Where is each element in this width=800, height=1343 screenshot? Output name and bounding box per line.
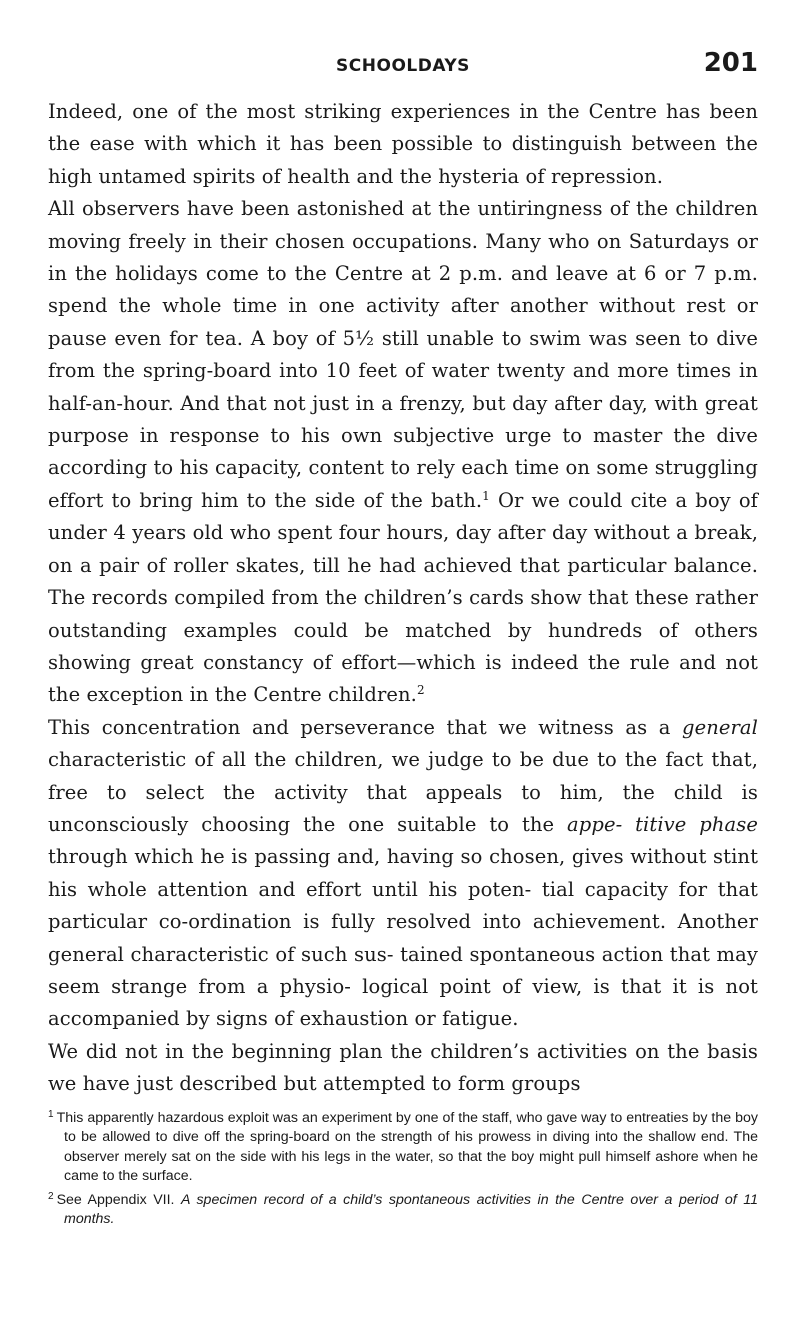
footnote-2 bbox=[48, 1187, 758, 1230]
paragraph-3-text-c: through which he is passing and, having so chosen, gives without stint his whole attention and effort until his poten- tial capacity for that particular co-ordination is fully resolved into achievement. Another general characteristic of such sus- tained spontaneous action that may seem strange from a physio- logical point of view, is that it is not accompanied by signs of exhaustion or fatigue. bbox=[48, 845, 758, 1031]
footnote-1 bbox=[48, 1105, 758, 1187]
paragraph-2-text-a: All observers have been astonished at the untiringness of the children moving freely in their chosen occupations. Many who on Saturdays or in the holidays come to the Centre at 2 p.m. and leave at 6 or 7 p.m. spend the whole time in one activity after another without rest or pause even for tea. A boy of 5½ still unable to swim was seen to dive from the spring-board into 10 feet of water twenty and more times in half-an-hour. And that not just in a frenzy, but day after day, with great purpose in response to his own subjective urge to master the dive according to his capacity, content to rely each time on some struggling effort to bring him to the side of the bath. bbox=[48, 197, 758, 512]
footnote-1-text: This apparently hazardous exploit was an experiment by one of the staff, who gave way to entreaties by the boy to be allowed to dive off the spring-board on the strength of his prowess in diving into the shallow end. The observer merely sat on the side with his legs in the water, so that the boy might pull himself ashore when he came to the surface. bbox=[56, 1109, 758, 1185]
footnote-2-mark: 2 bbox=[48, 1190, 54, 1202]
paragraph-4 bbox=[48, 1036, 758, 1101]
paragraph-4-text: We did not in the beginning plan the children’s activities on the basis we have just described but attempted to form groups bbox=[48, 1039, 758, 1096]
footnote-ref-1: 1 bbox=[482, 488, 490, 503]
paragraph-3-text-a: This concentration and perseverance that we witness as a bbox=[48, 715, 682, 739]
page-header bbox=[48, 48, 758, 88]
footnote-ref-2: 2 bbox=[416, 683, 425, 698]
paragraph-2-text-b: Or we could cite a boy of under 4 years old who spent four hours, day after day without a break, on a pair of roller skates, till he had achieved that particular balance. The records compiled from the children’s cards show that these rather outstanding examples could be matched by hundreds of others showing great constancy of effort—which is indeed the rule and not the exception in the Centre children. bbox=[48, 488, 759, 707]
footnote-2-text: See Appendix VII. bbox=[56, 1191, 182, 1208]
footnotes bbox=[48, 1105, 758, 1230]
paragraph-3-text-b: characteristic of all the children, we judge to be due to the fact that, free to select the activity that appeals to him, the child is unconsciously choosing the one suitable to the bbox=[48, 748, 758, 836]
body-text bbox=[48, 96, 758, 1101]
emphasis-appetitive-phase: appe- titive phase bbox=[567, 812, 758, 836]
running-head: SCHOOLDAYS bbox=[336, 56, 470, 76]
paragraph-3 bbox=[48, 712, 758, 1036]
paragraph-1 bbox=[48, 96, 758, 193]
book-page bbox=[48, 48, 758, 1230]
paragraph-2 bbox=[48, 193, 758, 712]
footnote-2-title: A specimen record of a child’s spontaneous activities in the Centre over a period of 11 months. bbox=[64, 1191, 758, 1228]
page-number: 201 bbox=[703, 48, 758, 78]
footnote-1-mark: 1 bbox=[48, 1108, 54, 1120]
emphasis-general: general bbox=[681, 715, 758, 739]
paragraph-1-text: Indeed, one of the most striking experiences in the Centre has been the ease with which it has been possible to distinguish between the high untamed spirits of health and the hysteria of repression. bbox=[48, 100, 758, 188]
